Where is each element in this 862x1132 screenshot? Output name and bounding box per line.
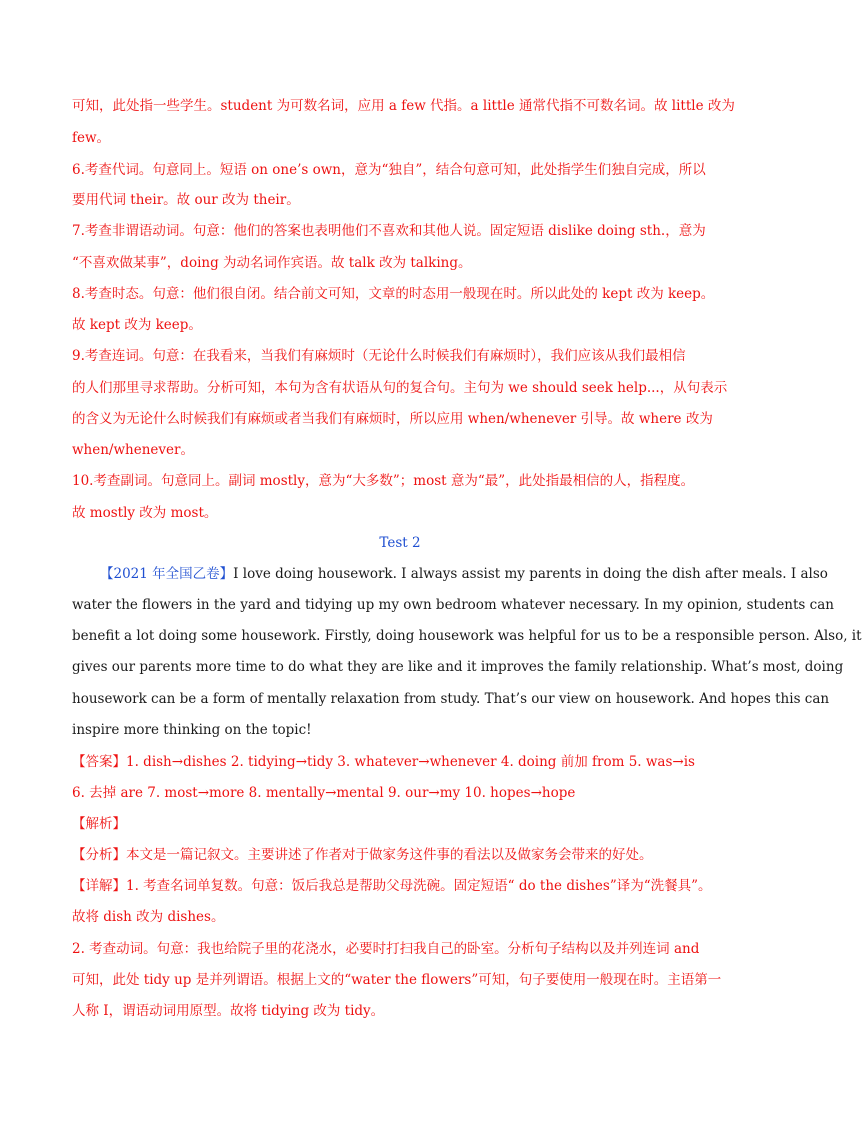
- detail-line: 可知，此处 tidy up 是并列谓语。根据上文的“water the flowers”可知，句子要使用一般现在时。主语第一: [72, 972, 722, 988]
- passage-line: inspire more thinking on the topic!: [72, 722, 312, 738]
- summary-line: [72, 845, 732, 865]
- detail-text: 1. 考查名词单复数。句意：饭后我总是帮助父母洗碗。固定短语“ do the dishes”译为“洗餐具”。: [126, 878, 712, 894]
- explanation-line: 8.考查时态。句意：他们很自闭。结合前文可知，文章的时态用一般现在时。所以此处的 kept 改为 keep。: [72, 286, 715, 302]
- passage-line: [100, 564, 828, 584]
- explanation-line: 要用代词 their。故 our 改为 their。: [72, 192, 300, 208]
- explanation-line: 10.考查副词。句意同上。副词 mostly，意为“大多数”；most 意为“最”，此处指最相信的人，指程度。: [72, 473, 695, 489]
- answer-line: 6. 去掉 are 7. most→more 8. mentally→mental 9. our→my 10. hopes→hope: [72, 785, 576, 801]
- analysis-tag: 【解析】: [72, 816, 126, 832]
- explanation-line: 6.考查代词。句意同上。短语 on one’s own，意为“独自”，结合句意可知，此处指学生们独自完成，所以: [72, 162, 706, 178]
- test-title: Test 2: [379, 535, 421, 551]
- answer-tag: 【答案】: [72, 754, 126, 770]
- passage-line: housework can be a form of mentally relaxation from study. That’s our view on housework. And hopes this can: [72, 691, 830, 707]
- explanation-line: 的含义为无论什么时候我们有麻烦或者当我们有麻烦时，所以应用 when/whenever 引导。故 where 改为: [72, 411, 713, 427]
- explanation-line: 的人们那里寻求帮助。分析可知，本句为含有状语从句的复合句。主句为 we should seek help...，从句表示: [72, 380, 728, 396]
- explanation-line: 7.考查非谓语动词。句意：他们的答案也表明他们不喜欢和其他人说。固定短语 dislike doing sth.，意为: [72, 223, 706, 239]
- detail-tag: 【详解】: [72, 878, 126, 894]
- detail-line: 故将 dish 改为 dishes。: [72, 909, 225, 925]
- source-tag: 【2021 年全国乙卷】: [100, 566, 234, 582]
- explanation-line: 可知，此处指一些学生。student 为可数名词，应用 a few 代指。a little 通常代指不可数名词。故 little 改为: [72, 98, 735, 114]
- answer-line: [72, 752, 732, 772]
- passage-line: benefit a lot doing some housework. Firstly, doing housework was helpful for us to be a responsible person. Also, it: [72, 628, 862, 644]
- answer-text: 1. dish→dishes 2. tidying→tidy 3. whatever→whenever 4. doing 前加 from 5. was→is: [126, 754, 695, 770]
- passage-line: gives our parents more time to do what they are like and it improves the family relationship. What’s most, doing: [72, 659, 844, 675]
- detail-line: 人称 I，谓语动词用原型。故将 tidying 改为 tidy。: [72, 1003, 385, 1019]
- explanation-line: 故 mostly 改为 most。: [72, 505, 218, 521]
- explanation-line: when/whenever。: [72, 442, 194, 458]
- passage-line: water the flowers in the yard and tidying up my own bedroom whatever necessary. In my opinion, students can: [72, 597, 834, 613]
- explanation-line: 9.考查连词。句意：在我看来，当我们有麻烦时（无论什么时候我们有麻烦时），我们应该从我们最相信: [72, 348, 686, 364]
- passage-text: I love doing housework. I always assist my parents in doing the dish after meals. I also: [233, 566, 828, 582]
- detail-line: 2. 考查动词。句意：我也给院子里的花浇水，必要时打扫我自己的卧室。分析句子结构以及并列连词 and: [72, 941, 700, 957]
- explanation-line: few。: [72, 130, 111, 146]
- detail-line: [72, 876, 732, 896]
- explanation-line: “不喜欢做某事”，doing 为动名词作宾语。故 talk 改为 talking。: [72, 255, 472, 271]
- explanation-line: 故 kept 改为 keep。: [72, 317, 202, 333]
- summary-text: 本文是一篇记叙文。主要讲述了作者对于做家务这件事的看法以及做家务会带来的好处。: [126, 847, 653, 863]
- summary-tag: 【分析】: [72, 847, 126, 863]
